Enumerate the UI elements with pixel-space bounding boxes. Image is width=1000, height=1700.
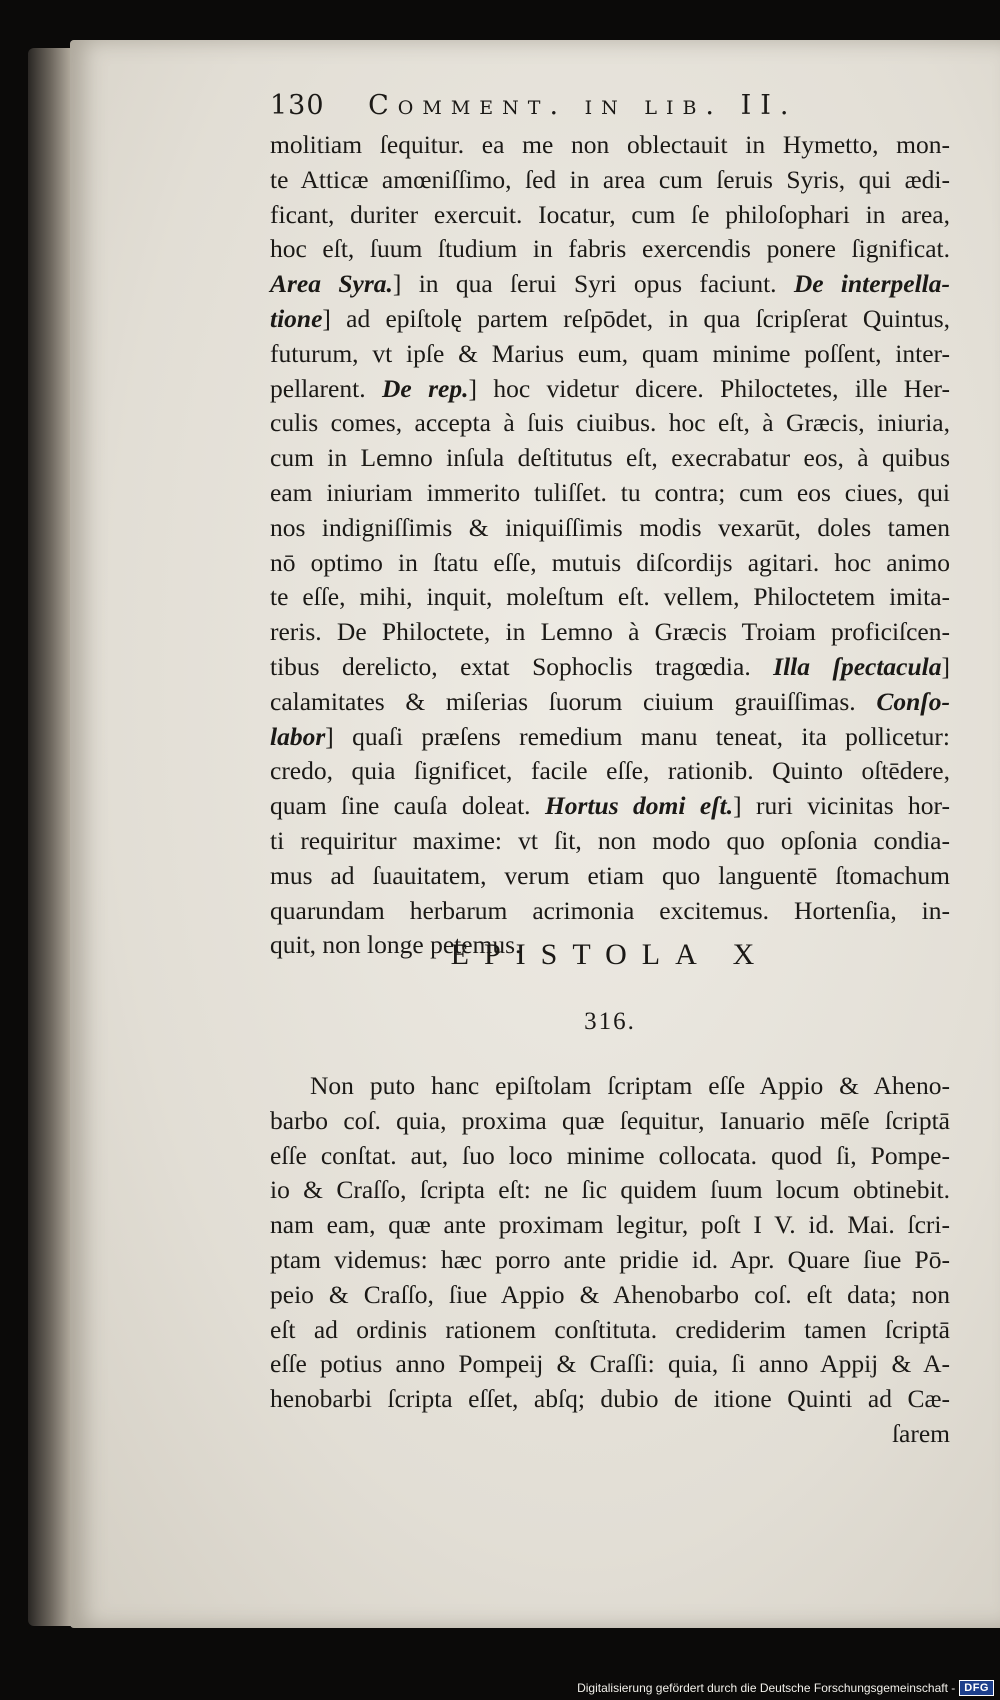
lemma: Hortus domi eſt.: [544, 791, 734, 821]
commentary-line: [270, 615, 950, 650]
commentary-line: [270, 302, 950, 337]
commentary-segment: nō optimo in ſtatu eſſe, mutuis diſcordijs agitari. hoc animo: [270, 547, 950, 577]
commentary-line: [270, 128, 950, 163]
commentary-line: [270, 337, 950, 372]
lemma: labor: [270, 721, 326, 751]
commentary-line: [270, 754, 950, 789]
lemma: tione: [270, 303, 323, 333]
commentary-segment: futurum, vt ipſe & Marius eum, quam minime poſſent, inter-: [270, 338, 950, 368]
epistle-number: 316.: [584, 1008, 636, 1035]
commentary-line: [270, 859, 950, 894]
commentary-segment: quit, non longe petemus.: [270, 930, 522, 960]
commentary-line: [270, 824, 950, 859]
lemma: Illa ſpectacula: [773, 651, 942, 681]
commentary-segment: te Atticæ amœniſſimo, ſed in area cum ſeruis Syris, qui ædi-: [270, 164, 950, 194]
commentary-segment: credo, quia ſignificet, facile eſſe, rationib. Quinto oſtēdere,: [270, 756, 950, 786]
commentary-line: [270, 546, 950, 581]
commentary-text: [270, 128, 950, 963]
letter-line: barbo coſ. quia, proxima quæ ſequitur, Ianuario mēſe ſcriptā: [270, 1105, 950, 1135]
commentary-segment: quarundam herbarum acrimonia excitemus. Hortenſia, in-: [270, 895, 950, 925]
commentary-line: [270, 441, 950, 476]
commentary-segment: te eſſe, mihi, inquit, moleſtum eſt. vellem, Philoctetem imita-: [270, 582, 950, 612]
commentary-segment: ]: [941, 651, 951, 681]
commentary-segment: reris. De Philoctete, in Lemno à Græcis Troiam proficiſcen-: [270, 617, 950, 647]
commentary-segment: eam iniuriam immerito tuliſſet. tu contra; cum eos ciues, qui: [270, 477, 950, 507]
commentary-line: [270, 789, 950, 824]
commentary-line: [270, 372, 950, 407]
lemma: Area Syra.: [270, 269, 393, 299]
commentary-line: [270, 267, 950, 302]
commentary-segment: tibus derelicto, extat Sophoclis tragœdia.: [270, 651, 774, 681]
letter-line: Non puto hanc epiſtolam ſcriptam eſſe Appio & Aheno-: [310, 1071, 950, 1100]
letter-line: eſſe potius anno Pompeij & Craſſi: quia, ſi anno Appij & A-: [270, 1349, 950, 1379]
commentary-line: [270, 163, 950, 198]
page-number: 130: [270, 90, 325, 121]
letter-line: io & Craſſo, ſcripta eſt: ne ſic quidem ſuum locum obtinebit.: [270, 1175, 950, 1205]
commentary-segment: hoc eſt, ſuum ſtudium in fabris exercendis ponere ſignificat.: [270, 234, 950, 264]
letter-line: eſſe conſtat. aut, ſuo loco minime collocata. quod ſi, Pompe-: [270, 1140, 950, 1170]
commentary-segment: mus ad ſuauitatem, verum etiam quo languentē ſtomachum: [270, 860, 950, 890]
running-head: [270, 90, 990, 121]
commentary-segment: calamitates & miſerias ſuorum ciuium grauiſſimas.: [270, 686, 877, 716]
commentary-segment: cum in Lemno inſula deſtitutus eſt, execrabatur eos, à quibus: [270, 443, 950, 473]
commentary-segment: ti requiritur maxime: vt ſit, non modo quo opſonia condia-: [270, 825, 950, 855]
commentary-segment: ] ad epiſtolę partem reſpōdet, in qua ſcripſerat Quintus,: [322, 303, 950, 333]
commentary-segment: pellarent.: [270, 373, 382, 403]
digitization-credit: [577, 1680, 994, 1696]
commentary-segment: ] quaſi præſens remedium manu teneat, ita pollicetur:: [325, 721, 950, 751]
commentary-line: [270, 685, 950, 720]
commentary-segment: culis comes, accepta à ſuis ciuibus. hoc eſt, à Græcis, iniuria,: [270, 408, 950, 438]
lemma: De rep.: [381, 373, 469, 403]
commentary-line: [270, 232, 950, 267]
letter-line: peio & Craſſo, ſiue Appio & Ahenobarbo coſ. eſt data; non: [270, 1279, 950, 1309]
credit-text: Digitalisierung gefördert durch die Deutsche Forschungsgemeinschaft -: [577, 1681, 956, 1695]
commentary-line: [270, 511, 950, 546]
commentary-line: [270, 720, 950, 755]
letter-line: henobarbi ſcripta eſſet, abſq; dubio de itione Quinti ad Cæ-: [270, 1384, 950, 1414]
commentary-line: [270, 580, 950, 615]
dfg-logo: DFG: [959, 1680, 994, 1696]
commentary-line: [270, 476, 950, 511]
letter-line: eſt ad ordinis rationem conſtituta. crediderim tamen ſcriptā: [270, 1314, 950, 1344]
commentary-segment: ] ruri vicinitas hor-: [733, 791, 950, 821]
commentary-line: [270, 650, 950, 685]
letter-line: ptam videmus: hæc porro ante pridie id. Apr. Quare ſiue Pō-: [270, 1244, 950, 1274]
commentary-segment: molitiam ſequitur. ea me non oblectauit in Hymetto, mon-: [270, 130, 950, 159]
letter-text: [270, 1069, 950, 1452]
commentary-segment: nos indigniſſimis & iniquiſſimis modis vexarūt, doles tamen: [270, 512, 950, 542]
commentary-segment: ] in qua ſerui Syri opus faciunt.: [392, 269, 794, 299]
catchword: ſarem: [891, 1418, 950, 1448]
epistle-heading: EPISTOLA X: [450, 938, 770, 971]
commentary-segment: ] hoc videtur dicere. Philoctetes, ille Her-: [468, 373, 950, 403]
commentary-line: [270, 198, 950, 233]
running-title: Comment. in lib. II.: [368, 90, 798, 121]
commentary-segment: ficant, duriter exercuit. Iocatur, cum ſe philoſophari in area,: [270, 199, 950, 229]
commentary-line: [270, 894, 950, 929]
lemma: Conſo-: [876, 686, 950, 716]
letter-line: nam eam, quæ ante proximam legitur, poſt I V. id. Mai. ſcri-: [270, 1210, 950, 1240]
lemma: De interpella-: [793, 269, 950, 299]
commentary-line: [270, 406, 950, 441]
commentary-segment: quam ſine cauſa doleat.: [270, 791, 545, 821]
